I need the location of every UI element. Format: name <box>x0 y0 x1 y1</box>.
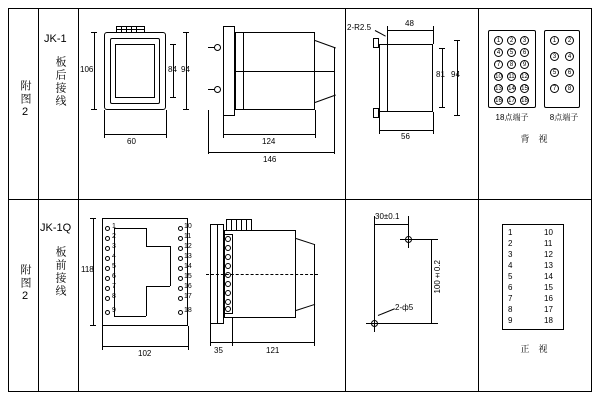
terminal-18-5: 5 <box>507 48 516 57</box>
ft-13: 13 <box>544 261 553 270</box>
r2-contour-step1 <box>146 228 147 246</box>
dim-124-line <box>223 134 315 135</box>
row2-model: JK-1Q <box>40 222 72 234</box>
r2-contour-b <box>114 316 146 317</box>
dim-60-line <box>104 134 166 135</box>
r2-term-r16-num: 16 <box>184 283 192 290</box>
r2-term-l5-num: 5 <box>112 263 116 270</box>
front-top-edge-l <box>116 26 117 32</box>
row2-left-label-cell <box>8 200 38 391</box>
dim-146-line <box>208 152 334 153</box>
row1-wiring-label: 板后接线 <box>54 56 66 108</box>
r2-comb-1 <box>226 219 227 230</box>
row1-model: JK-1 <box>44 33 67 45</box>
terminal-18-12: 12 <box>521 74 528 80</box>
dim-94-tick-b <box>183 109 189 110</box>
front-rib2 <box>126 26 127 32</box>
row-divider <box>8 199 592 200</box>
r2-side-taper-bottom <box>296 304 315 311</box>
dim-84: 84 <box>168 65 177 74</box>
row1-left-label: 附图2 <box>19 80 31 120</box>
terminal-18-1: 1 <box>494 36 503 45</box>
ext-48-r <box>433 26 434 44</box>
ft-10: 10 <box>544 228 553 237</box>
r2-side-center-line <box>206 274 318 275</box>
cutout-ear-tl <box>373 38 379 48</box>
r2-side-t8 <box>225 299 231 305</box>
terminal-18-7: 7 <box>494 60 503 69</box>
ext-124-r <box>315 110 316 138</box>
caption-18-terminals: 18点端子 <box>495 113 529 122</box>
terminal-8-5: 5 <box>550 68 559 77</box>
r2-side-t2 <box>225 245 231 251</box>
dim-106: 106 <box>80 65 94 74</box>
r2-term-l8 <box>105 296 110 301</box>
ft-15: 15 <box>544 283 553 292</box>
r2-contour-step2 <box>146 286 147 316</box>
r2-comb-4 <box>241 219 242 230</box>
ft-17: 17 <box>544 305 553 314</box>
dim-48: 48 <box>405 19 414 28</box>
dim-56: 56 <box>401 132 410 141</box>
side-stud-lead-1 <box>208 47 215 48</box>
r2-side-comb-top <box>226 219 252 220</box>
r2-side-t5 <box>225 272 231 278</box>
row2-wiring-label: 板前接线 <box>54 246 66 298</box>
terminal-8-3: 3 <box>550 52 559 61</box>
terminal-18-10: 10 <box>495 74 502 80</box>
side-taper-bottom <box>315 95 336 103</box>
terminal-8-6: 6 <box>565 68 574 77</box>
dim-30: 30±0.1 <box>375 212 400 221</box>
r2-term-l5 <box>105 266 110 271</box>
row1-terminals-view <box>480 10 590 197</box>
r2-term-l6-num: 6 <box>112 273 116 280</box>
dim-106-tick-t <box>91 32 97 33</box>
r2-term-r16 <box>178 286 183 291</box>
front-rib3 <box>131 26 132 32</box>
row1-left-label-cell <box>8 8 38 199</box>
terminal-18-14: 14 <box>508 86 515 92</box>
note-r25: 2-R2.5 <box>347 23 372 32</box>
row2-front-view <box>80 202 343 389</box>
r2-contour-l <box>114 228 115 316</box>
side-rear-face <box>334 47 335 95</box>
dim-81-tick-t <box>439 48 445 49</box>
terminal-18-15: 15 <box>521 86 528 92</box>
terminal-18-16: 16 <box>495 98 502 104</box>
r2-term-l9 <box>105 310 110 315</box>
caption-8-terminals: 8点端子 <box>549 113 579 122</box>
ext-60-r <box>166 110 167 138</box>
ft-11: 11 <box>544 239 553 248</box>
row1-mid-label-cell <box>38 8 78 199</box>
dim-84-tick-b <box>170 97 176 98</box>
row2-drill-view <box>347 202 476 389</box>
row1-front-view <box>80 10 343 197</box>
front-window <box>115 44 155 98</box>
terminal-18-8: 8 <box>507 60 516 69</box>
ext-146-l <box>208 110 209 154</box>
side-front-plate <box>223 26 235 116</box>
ext-30-l <box>374 216 375 316</box>
r2-comb-3 <box>236 219 237 230</box>
r2-term-r11-num: 11 <box>184 233 192 240</box>
r2-term-l1 <box>105 226 110 231</box>
r2-term-r10-num: 10 <box>184 223 192 230</box>
caption-front-view: 正 视 <box>520 344 548 354</box>
leader-r25 <box>375 30 386 37</box>
note-phi5: 2-ф5 <box>395 303 414 312</box>
r2-term-r14-num: 14 <box>184 263 192 270</box>
r2-side-taper-top <box>296 238 315 245</box>
dim-94b-tick-t <box>454 40 460 41</box>
dim-94-tick-t <box>183 32 189 33</box>
ft-1: 1 <box>508 228 513 237</box>
r2-side-t6 <box>225 281 231 287</box>
r2-side-t3 <box>225 254 231 260</box>
r2-term-r18 <box>178 310 183 315</box>
dim-84-tick-t <box>170 44 176 45</box>
ext-100-b <box>374 323 438 324</box>
dim-102: 102 <box>138 349 152 358</box>
r2-term-l3 <box>105 246 110 251</box>
r2-term-r11 <box>178 236 183 241</box>
terminal-18-4: 4 <box>494 48 503 57</box>
dim-94b: 94 <box>451 70 460 79</box>
r2-term-r17-num: 17 <box>184 293 192 300</box>
terminal-18-17: 17 <box>508 98 515 104</box>
row2-left-label: 附图2 <box>19 264 31 304</box>
terminal-8-2: 2 <box>565 36 574 45</box>
front-top-edge-r <box>144 26 145 32</box>
r2-term-r10 <box>178 226 183 231</box>
ext-48-l <box>387 26 388 44</box>
side-center-line <box>235 71 334 72</box>
r2-term-l8-num: 8 <box>112 293 116 300</box>
r2-side-t4 <box>225 263 231 269</box>
r2-term-r12 <box>178 246 183 251</box>
r2-term-l4 <box>105 256 110 261</box>
dim-30-line <box>374 224 408 225</box>
side-taper-top <box>315 40 336 48</box>
r2-term-r13-num: 13 <box>184 253 192 260</box>
r2-term-l4-num: 4 <box>112 253 116 260</box>
dim-94b-tick-b <box>454 115 460 116</box>
r2-term-l1-num: 1 <box>112 223 116 230</box>
ft-14: 14 <box>544 272 553 281</box>
r2-contour-t <box>114 228 146 229</box>
cutout-inner-line <box>387 44 388 112</box>
ft-7: 7 <box>508 294 513 303</box>
dim-100-line <box>431 239 432 323</box>
ft-6: 6 <box>508 283 513 292</box>
dim-100: 100±0.2 <box>433 260 442 294</box>
dim-124: 124 <box>262 137 276 146</box>
r2-term-l7-num: 7 <box>112 283 116 290</box>
caption-rear-view: 背 视 <box>520 134 548 144</box>
dim-118-tick-b <box>90 325 96 326</box>
ext-121-r <box>314 304 315 346</box>
ft-12: 12 <box>544 250 553 259</box>
r2-term-r15 <box>178 276 183 281</box>
dim-81: 81 <box>436 70 445 79</box>
terminal-8-8: 8 <box>565 84 574 93</box>
terminal-18-11: 11 <box>508 74 515 80</box>
dim-48-line <box>387 30 433 31</box>
ext-56-r <box>433 112 434 134</box>
dim-146: 146 <box>263 155 277 164</box>
terminal-18-6: 6 <box>520 48 529 57</box>
r2-side-t1 <box>225 236 231 242</box>
r2-contour-b2 <box>146 286 170 287</box>
col-divider-2 <box>78 8 79 392</box>
r2-term-l9-num: 9 <box>112 307 116 314</box>
terminal-8-7: 7 <box>550 84 559 93</box>
dim-35-line <box>210 342 232 343</box>
dim-35: 35 <box>214 346 223 355</box>
dim-121: 121 <box>266 346 280 355</box>
r2-term-r14 <box>178 266 183 271</box>
r2-term-r12-num: 12 <box>184 243 192 250</box>
terminal-18-13: 13 <box>495 86 502 92</box>
row2-mid-label-cell <box>38 200 78 391</box>
r2-comb-6 <box>251 219 252 230</box>
ext-102-r <box>188 326 189 350</box>
ft-5: 5 <box>508 272 513 281</box>
col-divider-3 <box>345 8 346 392</box>
dim-121-line <box>232 342 314 343</box>
r2-term-l2-num: 2 <box>112 233 116 240</box>
terminal-8-1: 1 <box>550 36 559 45</box>
ft-9: 9 <box>508 316 513 325</box>
r2-term-l7 <box>105 286 110 291</box>
terminal-18-9: 9 <box>520 60 529 69</box>
ft-18: 18 <box>544 316 553 325</box>
ft-4: 4 <box>508 261 513 270</box>
terminal-18-18: 18 <box>521 98 528 104</box>
row1-panel-cutout-view <box>347 10 476 197</box>
ft-8: 8 <box>508 305 513 314</box>
r2-term-l2 <box>105 236 110 241</box>
r2-comb-5 <box>246 219 247 230</box>
front-rib1 <box>121 26 122 32</box>
r2-term-r13 <box>178 256 183 261</box>
r2-term-r17 <box>178 296 183 301</box>
row2-terminals-view <box>480 202 590 389</box>
dim-102-line <box>102 346 188 347</box>
dim-94: 94 <box>181 65 190 74</box>
terminal-18-3: 3 <box>520 36 529 45</box>
r2-contour-t2 <box>146 246 170 247</box>
dim-118-tick-t <box>90 218 96 219</box>
ft-16: 16 <box>544 294 553 303</box>
r2-contour-r <box>170 246 171 286</box>
side-stud-2 <box>214 86 221 93</box>
dim-106-line <box>94 32 95 110</box>
r2-side-t7 <box>225 290 231 296</box>
dim-56-line <box>379 130 433 131</box>
r2-term-l6 <box>105 276 110 281</box>
side-stud-1 <box>214 44 221 51</box>
r2-term-r18-num: 18 <box>184 307 192 314</box>
dim-118: 118 <box>81 265 94 274</box>
terminal-8-4: 4 <box>565 52 574 61</box>
r2-term-r15-num: 15 <box>184 273 192 280</box>
r2-comb-2 <box>231 219 232 230</box>
side-stud-lead-2 <box>208 89 215 90</box>
dim-106-tick-b <box>91 109 97 110</box>
r2-side-t9 <box>225 306 231 312</box>
ext-146-r <box>334 95 335 154</box>
ext-30-r <box>408 216 409 232</box>
col-divider-4 <box>478 8 479 392</box>
ext-100-t <box>408 239 438 240</box>
dim-81-tick-b <box>439 107 445 108</box>
ft-2: 2 <box>508 239 513 248</box>
r2-term-l3-num: 3 <box>112 243 116 250</box>
dim-60: 60 <box>127 137 136 146</box>
front-rib4 <box>136 26 137 32</box>
terminal-18-2: 2 <box>507 36 516 45</box>
ft-3: 3 <box>508 250 513 259</box>
leader-phi5 <box>378 308 395 316</box>
